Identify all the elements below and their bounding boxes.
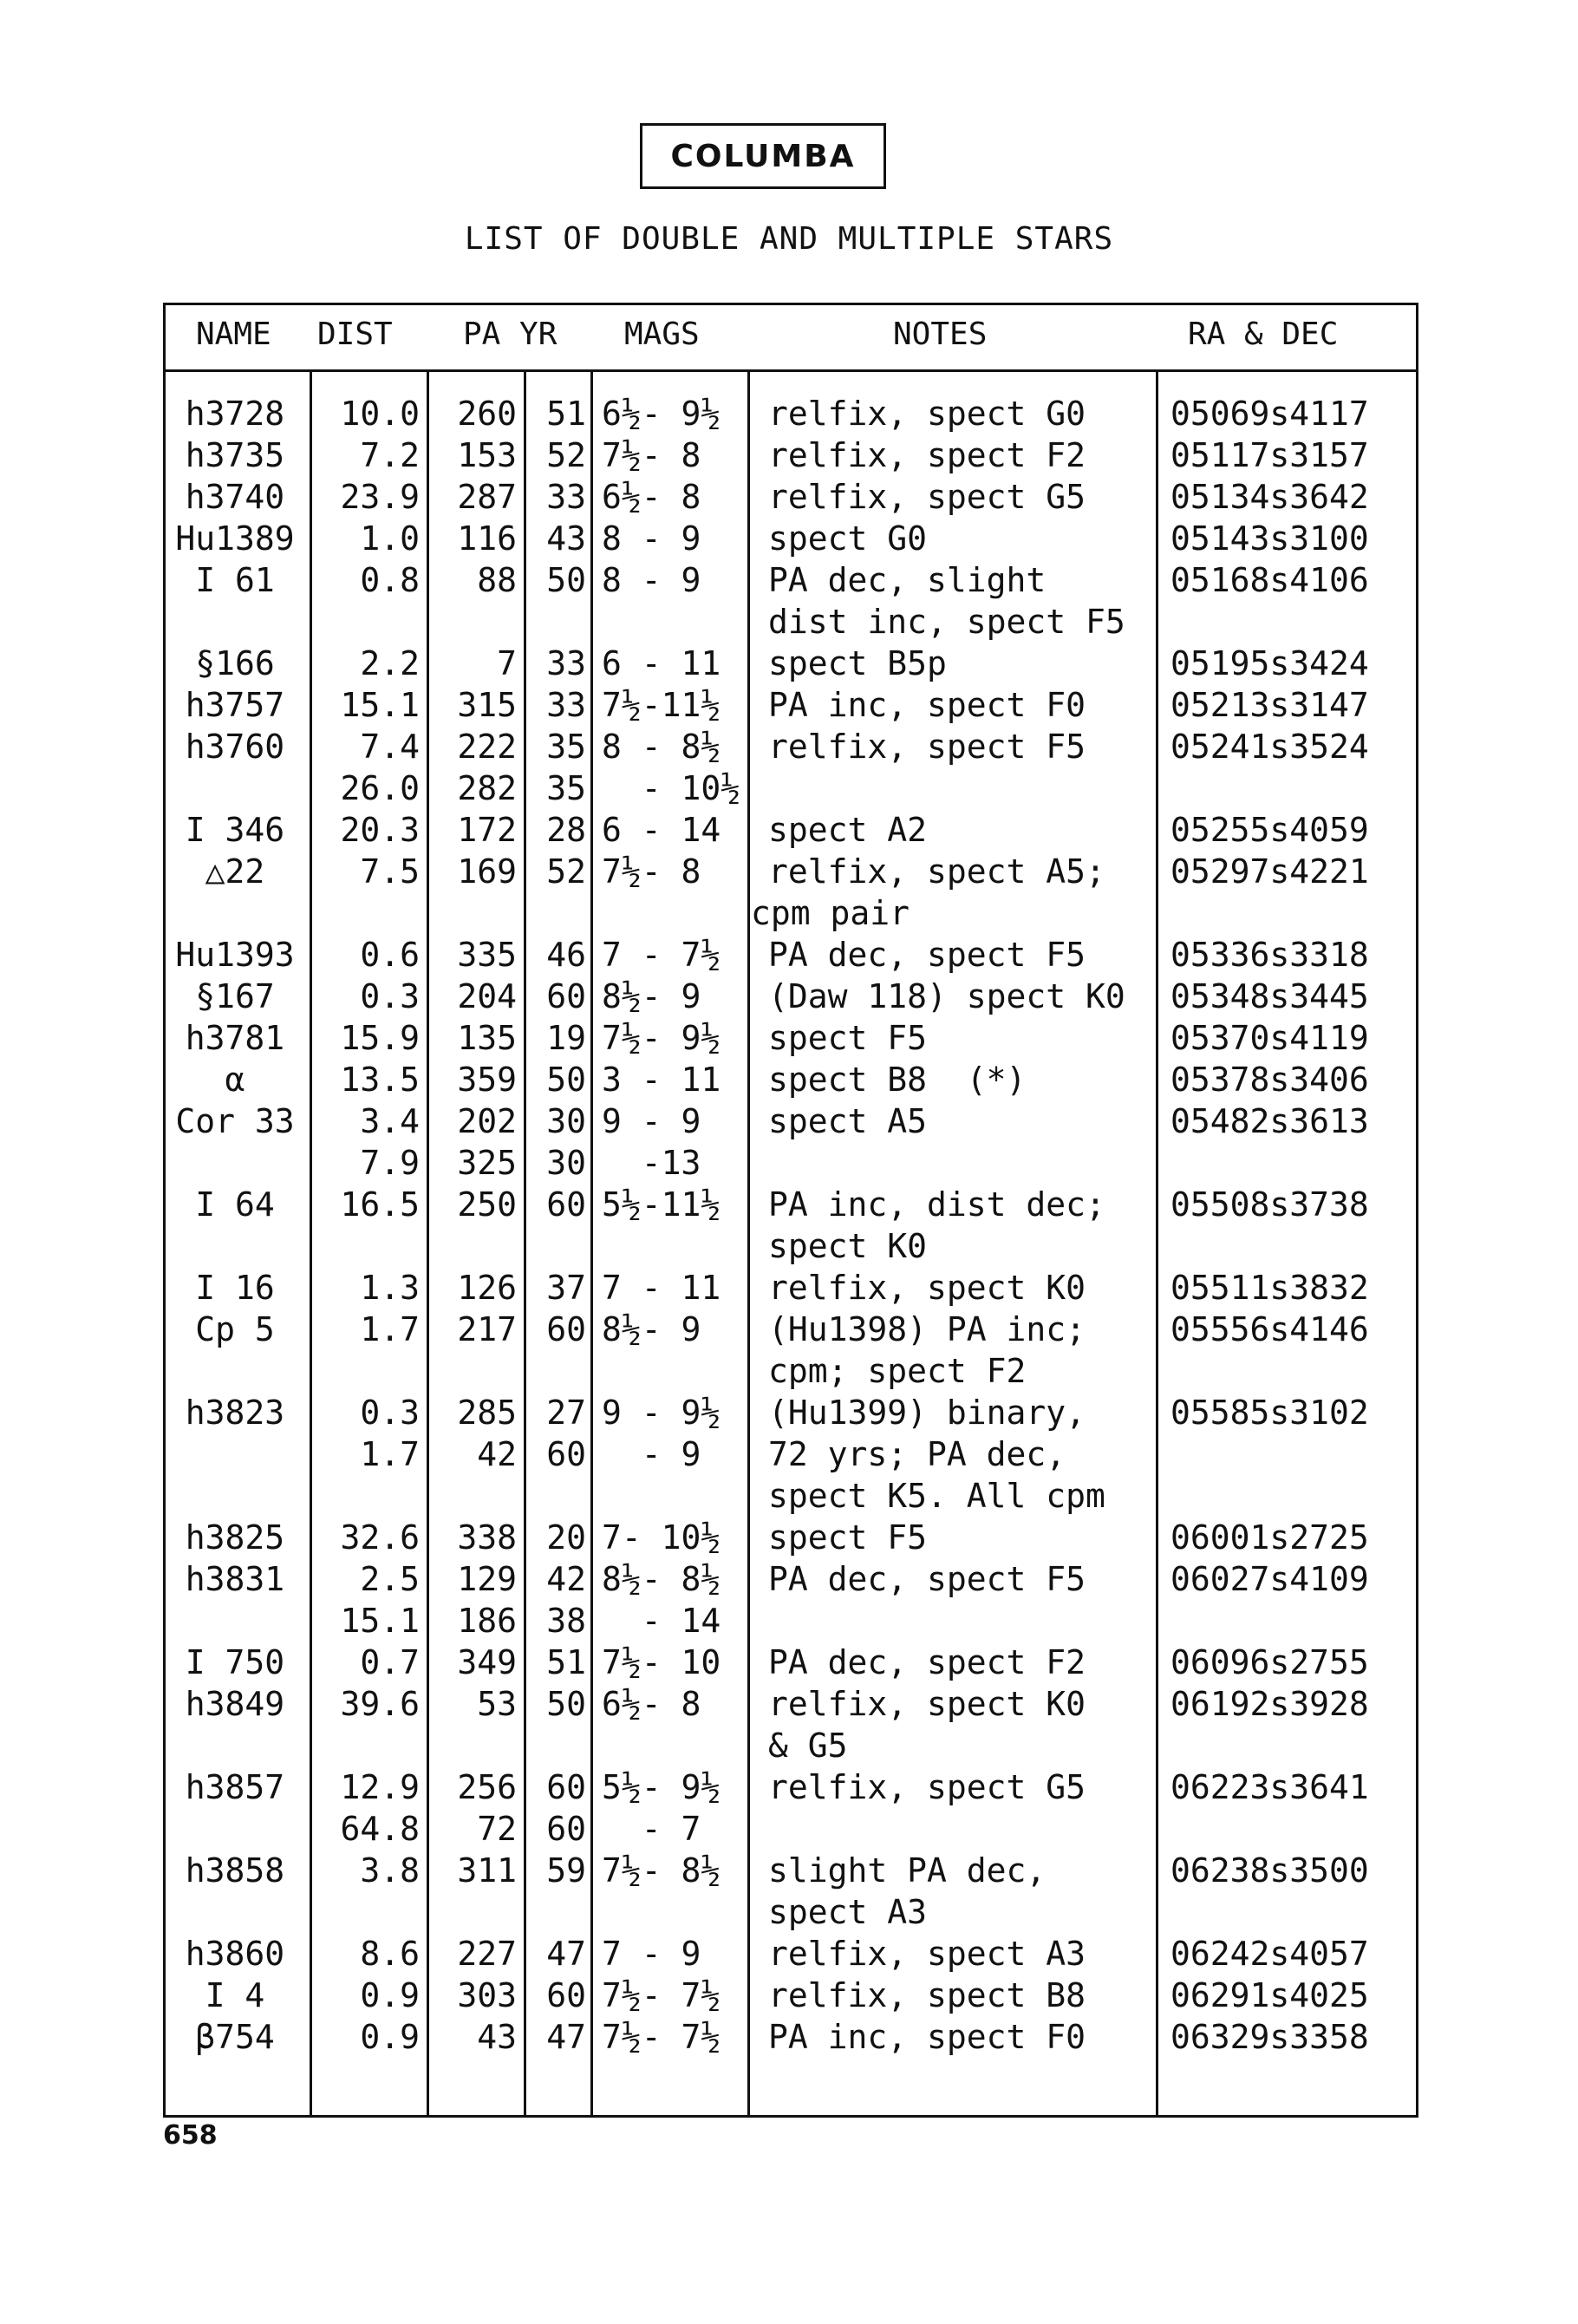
cell-mags: 7- 10½ — [602, 1518, 721, 1557]
cell-yr: 50 — [546, 561, 586, 599]
header-notes: NOTES — [893, 317, 988, 352]
cell-ra-dec: 05511s3832 — [1170, 1269, 1369, 1307]
cell-name: Cp 5 — [195, 1310, 275, 1348]
cell-ra-dec: 05117s3157 — [1170, 436, 1369, 474]
cell-yr: 51 — [546, 395, 586, 433]
cell-pa: 204 — [457, 977, 517, 1015]
cell-ra-dec: 05134s3642 — [1170, 478, 1369, 516]
cell-dist: 1.7 — [360, 1435, 420, 1473]
cell-mags: 6½- 8 — [602, 1685, 701, 1723]
cell-name: I 750 — [185, 1643, 285, 1681]
cell-yr: 59 — [546, 1851, 586, 1890]
cell-notes: (Hu1398) PA inc; — [768, 1310, 1086, 1348]
cell-notes: relfix, spect K0 — [768, 1269, 1086, 1307]
cell-notes: slight PA dec, — [768, 1851, 1047, 1890]
cell-pa: 285 — [457, 1394, 517, 1432]
cell-pa: 282 — [457, 769, 517, 807]
cell-notes: spect A2 — [768, 811, 928, 849]
cell-dist: 3.4 — [360, 1102, 420, 1140]
cell-pa: 186 — [457, 1602, 517, 1640]
cell-notes: relfix, spect F2 — [768, 436, 1086, 474]
cell-dist: 2.2 — [360, 644, 420, 682]
cell-ra-dec: 06329s3358 — [1170, 2018, 1369, 2056]
cell-mags: 8½- 9 — [602, 977, 701, 1015]
cell-yr: 28 — [546, 811, 586, 849]
cell-yr: 43 — [546, 519, 586, 558]
cell-notes: (Hu1399) binary, — [768, 1394, 1086, 1432]
column-divider-notes — [1156, 369, 1158, 2116]
cell-yr: 35 — [546, 728, 586, 766]
cell-name: △22 — [205, 852, 265, 891]
cell-mags: 8½- 8½ — [602, 1560, 721, 1598]
cell-mags: 3 - 11 — [602, 1061, 721, 1099]
cell-ra-dec: 06192s3928 — [1170, 1685, 1369, 1723]
cell-dist: 10.0 — [340, 395, 420, 433]
column-divider-name — [310, 369, 312, 2116]
cell-name: h3781 — [185, 1019, 285, 1057]
cell-name: h3857 — [185, 1768, 285, 1806]
cell-pa: 169 — [457, 852, 517, 891]
cell-notes: cpm; spect F2 — [768, 1352, 1027, 1390]
cell-mags: 7½-11½ — [602, 686, 721, 724]
cell-mags: 7½- 8 — [602, 852, 701, 891]
cell-yr: 47 — [546, 2018, 586, 2056]
cell-pa: 325 — [457, 1144, 517, 1182]
cell-name: h3735 — [185, 436, 285, 474]
cell-name: Hu1389 — [175, 519, 295, 558]
cell-name: h3825 — [185, 1518, 285, 1557]
cell-pa: 217 — [457, 1310, 517, 1348]
cell-pa: 303 — [457, 1976, 517, 2014]
cell-pa: 88 — [477, 561, 517, 599]
cell-ra-dec: 06096s2755 — [1170, 1643, 1369, 1681]
cell-notes: spect G0 — [768, 519, 928, 558]
cell-dist: 0.8 — [360, 561, 420, 599]
cell-yr: 37 — [546, 1269, 586, 1307]
cell-yr: 30 — [546, 1144, 586, 1182]
cell-ra-dec: 06001s2725 — [1170, 1518, 1369, 1557]
cell-mags: 7½- 8½ — [602, 1851, 721, 1890]
cell-name: I 61 — [195, 561, 275, 599]
cell-mags: - 10½ — [602, 769, 741, 807]
cell-dist: 15.1 — [340, 686, 420, 724]
cell-yr: 47 — [546, 1935, 586, 1973]
cell-notes: PA dec, spect F2 — [768, 1643, 1086, 1681]
cell-dist: 13.5 — [340, 1061, 420, 1099]
cell-name: Hu1393 — [175, 936, 295, 974]
cell-dist: 64.8 — [340, 1810, 420, 1848]
cell-notes: relfix, spect G5 — [768, 478, 1086, 516]
cell-pa: 129 — [457, 1560, 517, 1598]
cell-pa: 153 — [457, 436, 517, 474]
page-number: 658 — [163, 2120, 218, 2151]
column-divider-yr — [590, 369, 593, 2116]
cell-notes: dist inc, spect F5 — [768, 603, 1125, 641]
cell-ra-dec: 05255s4059 — [1170, 811, 1369, 849]
cell-mags: 7½- 7½ — [602, 2018, 721, 2056]
cell-pa: 222 — [457, 728, 517, 766]
cell-notes: PA inc, spect F0 — [768, 686, 1086, 724]
cell-pa: 53 — [477, 1685, 517, 1723]
cell-yr: 52 — [546, 852, 586, 891]
cell-dist: 32.6 — [340, 1518, 420, 1557]
cell-dist: 0.3 — [360, 1394, 420, 1432]
cell-ra-dec: 05370s4119 — [1170, 1019, 1369, 1057]
cell-mags: 7 - 7½ — [602, 936, 721, 974]
cell-pa: 7 — [497, 644, 517, 682]
cell-dist: 7.9 — [360, 1144, 420, 1182]
cell-yr: 42 — [546, 1560, 586, 1598]
cell-notes: 72 yrs; PA dec, — [768, 1435, 1066, 1473]
cell-yr: 60 — [546, 1310, 586, 1348]
cell-pa: 256 — [457, 1768, 517, 1806]
column-divider-dist — [427, 369, 429, 2116]
cell-dist: 1.3 — [360, 1269, 420, 1307]
cell-mags: 8½- 9 — [602, 1310, 701, 1348]
cell-ra-dec: 06238s3500 — [1170, 1851, 1369, 1890]
cell-mags: 7½- 8 — [602, 436, 701, 474]
cell-ra-dec: 05336s3318 — [1170, 936, 1369, 974]
cell-notes: PA inc, dist dec; — [768, 1185, 1105, 1224]
cell-dist: 20.3 — [340, 811, 420, 849]
cell-dist: 7.4 — [360, 728, 420, 766]
cell-ra-dec: 05195s3424 — [1170, 644, 1369, 682]
cell-pa: 116 — [457, 519, 517, 558]
cell-mags: 6 - 14 — [602, 811, 721, 849]
cell-name: §167 — [195, 977, 275, 1015]
cell-dist: 12.9 — [340, 1768, 420, 1806]
cell-yr: 20 — [546, 1518, 586, 1557]
cell-ra-dec: 05168s4106 — [1170, 561, 1369, 599]
cell-name: h3860 — [185, 1935, 285, 1973]
cell-pa: 172 — [457, 811, 517, 849]
cell-name: h3760 — [185, 728, 285, 766]
cell-notes: (Daw 118) spect K0 — [768, 977, 1125, 1015]
header-dist: DIST — [317, 317, 393, 352]
cell-yr: 35 — [546, 769, 586, 807]
cell-mags: 7 - 9 — [602, 1935, 701, 1973]
cell-pa: 43 — [477, 2018, 517, 2056]
cell-notes: spect B8 (*) — [768, 1061, 1027, 1099]
cell-name: h3823 — [185, 1394, 285, 1432]
cell-name: Cor 33 — [175, 1102, 295, 1140]
cell-name: h3728 — [185, 395, 285, 433]
cell-pa: 260 — [457, 395, 517, 433]
cell-notes: relfix, spect G5 — [768, 1768, 1086, 1806]
cell-name: β754 — [195, 2018, 275, 2056]
cell-dist: 3.8 — [360, 1851, 420, 1890]
cell-mags: 8 - 9 — [602, 519, 701, 558]
cell-dist: 1.7 — [360, 1310, 420, 1348]
cell-notes: relfix, spect B8 — [768, 1976, 1086, 2014]
cell-notes: spect K0 — [768, 1227, 928, 1265]
cell-dist: 16.5 — [340, 1185, 420, 1224]
cell-notes: spect F5 — [768, 1518, 928, 1557]
cell-pa: 250 — [457, 1185, 517, 1224]
cell-pa: 349 — [457, 1643, 517, 1681]
cell-ra-dec: 05143s3100 — [1170, 519, 1369, 558]
cell-mags: 8 - 9 — [602, 561, 701, 599]
cell-pa: 287 — [457, 478, 517, 516]
header-ra-dec: RA & DEC — [1188, 317, 1339, 352]
cell-pa: 315 — [457, 686, 517, 724]
cell-dist: 0.6 — [360, 936, 420, 974]
cell-yr: 52 — [546, 436, 586, 474]
cell-name: h3831 — [185, 1560, 285, 1598]
cell-pa: 227 — [457, 1935, 517, 1973]
cell-ra-dec: 05348s3445 — [1170, 977, 1369, 1015]
cell-mags: - 14 — [602, 1602, 721, 1640]
cell-pa: 311 — [457, 1851, 517, 1890]
cell-pa: 42 — [477, 1435, 517, 1473]
cell-ra-dec: 05556s4146 — [1170, 1310, 1369, 1348]
cell-yr: 27 — [546, 1394, 586, 1432]
column-divider-mags — [747, 369, 750, 2116]
cell-mags: 6½- 9½ — [602, 395, 721, 433]
cell-mags: -13 — [602, 1144, 701, 1182]
cell-yr: 60 — [546, 977, 586, 1015]
cell-ra-dec: 06027s4109 — [1170, 1560, 1369, 1598]
cell-ra-dec: 05069s4117 — [1170, 395, 1369, 433]
cell-notes: PA dec, spect F5 — [768, 936, 1086, 974]
cell-name: h3757 — [185, 686, 285, 724]
cell-dist: 15.1 — [340, 1602, 420, 1640]
cell-yr: 33 — [546, 478, 586, 516]
cell-name: h3740 — [185, 478, 285, 516]
cell-name: I 346 — [185, 811, 285, 849]
cell-mags: 5½-11½ — [602, 1185, 721, 1224]
cell-notes: PA dec, slight — [768, 561, 1047, 599]
cell-notes: spect K5. All cpm — [768, 1477, 1105, 1515]
cell-name: I 64 — [195, 1185, 275, 1224]
cell-mags: 8 - 8½ — [602, 728, 721, 766]
cell-dist: 39.6 — [340, 1685, 420, 1723]
cell-notes: spect F5 — [768, 1019, 928, 1057]
cell-mags: - 9 — [602, 1435, 701, 1473]
cell-dist: 26.0 — [340, 769, 420, 807]
cell-name: h3849 — [185, 1685, 285, 1723]
cell-yr: 51 — [546, 1643, 586, 1681]
cell-notes: relfix, spect F5 — [768, 728, 1086, 766]
header-name: NAME — [196, 317, 271, 352]
cell-dist: 7.5 — [360, 852, 420, 891]
cell-notes: spect B5p — [768, 644, 947, 682]
cell-notes: spect A5 — [768, 1102, 928, 1140]
cell-mags: 7½- 7½ — [602, 1976, 721, 2014]
cell-notes: PA dec, spect F5 — [768, 1560, 1086, 1598]
cell-pa: 338 — [457, 1518, 517, 1557]
cell-ra-dec: 05378s3406 — [1170, 1061, 1369, 1099]
cell-ra-dec: 06223s3641 — [1170, 1768, 1369, 1806]
cell-ra-dec: 05482s3613 — [1170, 1102, 1369, 1140]
cell-ra-dec: 05241s3524 — [1170, 728, 1369, 766]
cell-dist: 0.7 — [360, 1643, 420, 1681]
cell-name: I 16 — [195, 1269, 275, 1307]
cell-ra-dec: 05508s3738 — [1170, 1185, 1369, 1224]
cell-yr: 19 — [546, 1019, 586, 1057]
cell-dist: 8.6 — [360, 1935, 420, 1973]
cell-yr: 60 — [546, 1185, 586, 1224]
cell-dist: 23.9 — [340, 478, 420, 516]
cell-mags: 9 - 9½ — [602, 1394, 721, 1432]
cell-dist: 7.2 — [360, 436, 420, 474]
column-divider-pa — [524, 369, 526, 2116]
cell-pa: 72 — [477, 1810, 517, 1848]
cell-notes: cpm pair — [751, 894, 910, 932]
cell-yr: 50 — [546, 1685, 586, 1723]
cell-yr: 33 — [546, 644, 586, 682]
cell-ra-dec: 05585s3102 — [1170, 1394, 1369, 1432]
cell-dist: 0.3 — [360, 977, 420, 1015]
cell-name: I 4 — [205, 1976, 265, 2014]
cell-yr: 46 — [546, 936, 586, 974]
cell-dist: 15.9 — [340, 1019, 420, 1057]
cell-mags: 5½- 9½ — [602, 1768, 721, 1806]
cell-mags: 9 - 9 — [602, 1102, 701, 1140]
cell-pa: 202 — [457, 1102, 517, 1140]
header-pa-yr: PA YR — [463, 317, 558, 352]
cell-notes: relfix, spect A3 — [768, 1935, 1086, 1973]
cell-notes: spect A3 — [768, 1893, 928, 1931]
cell-pa: 335 — [457, 936, 517, 974]
list-heading: LIST OF DOUBLE AND MULTIPLE STARS — [464, 221, 1114, 257]
cell-notes: PA inc, spect F0 — [768, 2018, 1086, 2056]
cell-notes: relfix, spect K0 — [768, 1685, 1086, 1723]
cell-dist: 2.5 — [360, 1560, 420, 1598]
header-mags: MAGS — [624, 317, 700, 352]
cell-mags: - 7 — [602, 1810, 701, 1848]
cell-yr: 60 — [546, 1435, 586, 1473]
cell-name: α — [225, 1061, 245, 1099]
cell-yr: 60 — [546, 1768, 586, 1806]
cell-dist: 0.9 — [360, 1976, 420, 2014]
cell-ra-dec: 06242s4057 — [1170, 1935, 1369, 1973]
cell-dist: 1.0 — [360, 519, 420, 558]
cell-pa: 126 — [457, 1269, 517, 1307]
cell-ra-dec: 06291s4025 — [1170, 1976, 1369, 2014]
cell-notes: relfix, spect G0 — [768, 395, 1086, 433]
cell-yr: 50 — [546, 1061, 586, 1099]
cell-name: h3858 — [185, 1851, 285, 1890]
cell-yr: 30 — [546, 1102, 586, 1140]
cell-mags: 6½- 8 — [602, 478, 701, 516]
constellation-title: COLUMBA — [640, 123, 886, 189]
cell-yr: 60 — [546, 1976, 586, 2014]
cell-pa: 359 — [457, 1061, 517, 1099]
cell-ra-dec: 05297s4221 — [1170, 852, 1369, 891]
cell-mags: 7 - 11 — [602, 1269, 721, 1307]
cell-dist: 0.9 — [360, 2018, 420, 2056]
cell-notes: relfix, spect A5; — [768, 852, 1105, 891]
header-divider — [163, 369, 1418, 372]
cell-name: §166 — [195, 644, 275, 682]
cell-pa: 135 — [457, 1019, 517, 1057]
cell-ra-dec: 05213s3147 — [1170, 686, 1369, 724]
cell-notes: & G5 — [768, 1727, 848, 1765]
cell-mags: 7½- 9½ — [602, 1019, 721, 1057]
cell-yr: 60 — [546, 1810, 586, 1848]
cell-mags: 7½- 10 — [602, 1643, 721, 1681]
cell-yr: 33 — [546, 686, 586, 724]
cell-mags: 6 - 11 — [602, 644, 721, 682]
cell-yr: 38 — [546, 1602, 586, 1640]
